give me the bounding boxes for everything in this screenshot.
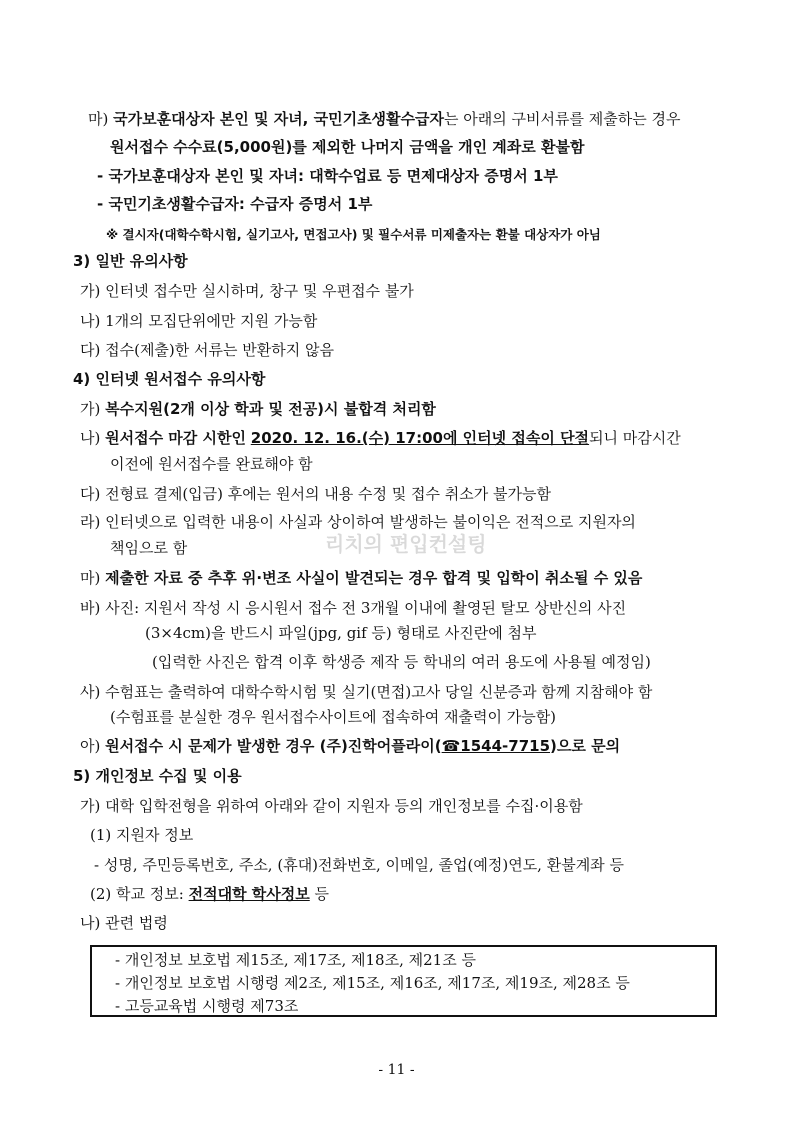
section-3-item-ga: 가) 인터넷 접수만 실시하며, 창구 및 우편접수 불가 [80,282,414,300]
item-label: 나) [80,429,101,447]
item-bold-text: 제출한 자료 중 추후 위·변조 사실이 발견되는 경우 합격 및 입학이 취소될 수 있음 [105,569,643,587]
refund-rest-text: 는 아래의 구비서류를 제출하는 경우 [444,110,681,128]
school-info-label: (2) 학교 정보: [90,885,184,903]
section-5-item-ga: 가) 대학 입학전형을 위하여 아래와 같이 지원자 등의 개인정보를 수집·이용함 [80,797,583,815]
contact-text: 원서접수 시 문제가 발생한 경우 (주)진학어플라이( [105,737,442,755]
school-info-bold: 전적대학 학사정보 [188,885,310,903]
law-item: - 개인정보 보호법 시행령 제2조, 제15조, 제16조, 제17조, 제19조, 제28조 등 [115,974,630,992]
section-4-item-ba: 바) 사진: 지원서 작성 시 응시원서 접수 전 3개월 이내에 촬영된 탈모 상반신의 사진 [80,599,627,617]
law-item: - 고등교육법 시행령 제73조 [115,997,299,1015]
contact-end: )으로 문의 [550,737,621,755]
section-4-item-ra: 라) 인터넷으로 입력한 내용이 사실과 상이하여 발생하는 불이익은 전적으로 지원자의 [80,513,636,531]
section-4-heading: 4) 인터넷 원서접수 유의사항 [73,370,266,388]
section-3-item-da: 다) 접수(제출)한 서류는 반환하지 않음 [80,341,334,359]
refund-bold-text: 국가보훈대상자 본인 및 자녀, 국민기초생활수급자 [113,110,445,128]
contact-phone: ☎1544-7715 [441,737,551,755]
section-4-item-na-line2: 이전에 원서접수를 완료해야 함 [110,455,313,473]
page-number: - 11 - [378,1062,415,1078]
section-4-item-na [80,428,681,448]
refund-dash-1: - 국가보훈대상자 본인 및 자녀: 대학수업료 등 면제대상자 증명서 1부 [97,167,558,185]
watermark: 리치의 편입컨설팅 [325,532,487,556]
section-5-item-na: 나) 관련 법령 [80,914,168,932]
refund-note: ※ 결시자(대학수학시험, 실기고사, 면접고사) 및 필수서류 미제출자는 환불 대상자가 아님 [106,227,601,242]
refund-item [88,109,680,129]
section-4-item-ma [80,568,642,588]
section-4-item-ba-line2: (3×4cm)을 반드시 파일(jpg, gif 등) 형태로 사진란에 첨부 [145,624,537,642]
section-4-item-da: 다) 전형료 결제(입금) 후에는 원서의 내용 수정 및 접수 취소가 불가능함 [80,485,551,503]
refund-dash-2: - 국민기초생활수급자: 수급자 증명서 1부 [97,195,373,213]
section-4-item-ba-line3: (입력한 사진은 합격 이후 학생증 제작 등 학내의 여러 용도에 사용될 예정임) [152,653,651,671]
section-4-item-ra-line2: 책임으로 함 [110,539,188,557]
section-3-item-na: 나) 1개의 모집단위에만 지원 가능함 [80,312,318,330]
item-label: 마) [80,569,101,587]
section-5-heading: 5) 개인정보 수집 및 이용 [73,767,242,785]
school-info-end: 등 [314,885,330,903]
section-4-item-sa: 사) 수험표는 출력하여 대학수학시험 및 실기(면접)고사 당일 신분증과 함께 지참해야 함 [80,683,653,701]
item-bold-text: 복수지원(2개 이상 학과 및 전공)시 불합격 처리함 [105,400,436,418]
applicant-info-items: - 성명, 주민등록번호, 주소, (휴대)전화번호, 이메일, 졸업(예정)연도, 환불계좌 등 [94,856,624,874]
section-3-heading: 3) 일반 유의사항 [73,252,188,270]
applicant-info-label: (1) 지원자 정보 [90,826,194,844]
deadline-prefix: 원서접수 마감 시한인 [105,429,246,447]
refund-line-2: 원서접수 수수료(5,000원)를 제외한 나머지 금액을 개인 계좌로 환불함 [110,138,585,156]
deadline-date: 2020. 12. 16.(수) 17:00에 인터넷 접속이 단절 [250,429,590,447]
refund-label: 마) [88,110,109,128]
section-4-item-ga [80,399,436,419]
item-label: 아) [80,737,101,755]
deadline-rest: 되니 마감시간 [589,429,681,447]
item-label: 가) [80,400,101,418]
section-4-item-sa-line2: (수험표를 분실한 경우 원서접수사이트에 접속하여 재출력이 가능함) [110,708,557,726]
school-info [90,884,329,904]
law-item: - 개인정보 보호법 제15조, 제17조, 제18조, 제21조 등 [115,951,476,969]
section-4-item-a [80,736,620,756]
